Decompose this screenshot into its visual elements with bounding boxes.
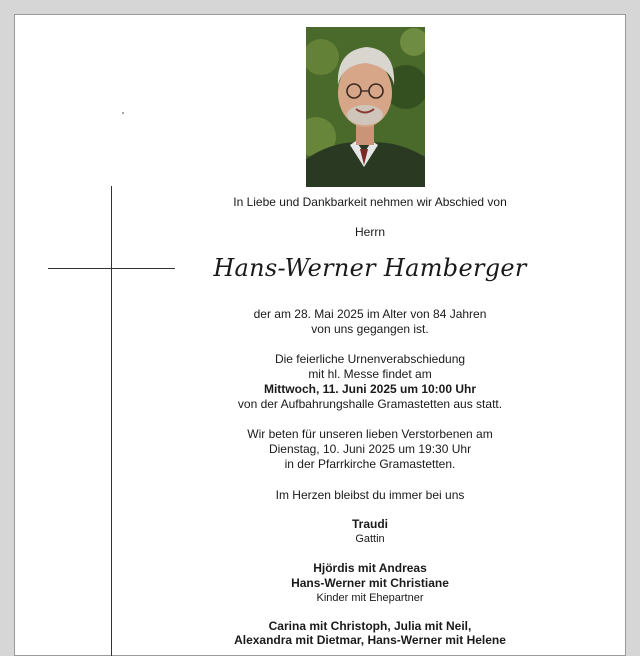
mourner-relation: Kinder mit Ehepartner xyxy=(316,592,424,604)
death-notice-line-2: von uns gegangen ist. xyxy=(311,322,429,336)
portrait-illustration xyxy=(306,27,425,187)
cross-vertical-bar xyxy=(111,186,112,656)
salutation: Herrn xyxy=(354,225,385,239)
prayer-line-3: in der Pfarrkirche Gramastetten. xyxy=(284,457,456,471)
farewell-date: Mittwoch, 11. Juni 2025 um 10:00 Uhr xyxy=(263,382,477,396)
intro-line: In Liebe und Dankbarkeit nehmen wir Abschied von xyxy=(233,195,507,209)
portrait-photo xyxy=(306,27,425,187)
mourner-name: Carina mit Christoph, Julia mit Neil, xyxy=(268,619,472,633)
farewell-line-4: von der Aufbahrungshalle Gramastetten aus statt. xyxy=(237,397,503,411)
prayer-line-2: Dienstag, 10. Juni 2025 um 19:30 Uhr xyxy=(268,442,472,456)
mourner-name: Traudi xyxy=(351,517,388,531)
mourner-name: Hans-Werner mit Christiane xyxy=(291,576,449,590)
deceased-name: Hans-Werner Hamberger xyxy=(213,254,527,282)
cross-horizontal-bar xyxy=(48,268,175,269)
mourner-relation: Gattin xyxy=(355,533,385,545)
mourner-name: Hjördis mit Andreas xyxy=(313,561,427,575)
speck xyxy=(122,112,124,114)
farewell-line-1: Die feierliche Urnenverabschiedung xyxy=(274,352,466,366)
farewell-line-2: mit hl. Messe findet am xyxy=(308,367,432,381)
prayer-line-1: Wir beten für unseren lieben Verstorbenen am xyxy=(247,427,493,441)
death-notice-line-1: der am 28. Mai 2025 im Alter von 84 Jahren xyxy=(253,307,487,321)
mourner-name: Alexandra mit Dietmar, Hans-Werner mit Helene xyxy=(234,633,506,647)
motto: Im Herzen bleibst du immer bei uns xyxy=(275,488,465,502)
